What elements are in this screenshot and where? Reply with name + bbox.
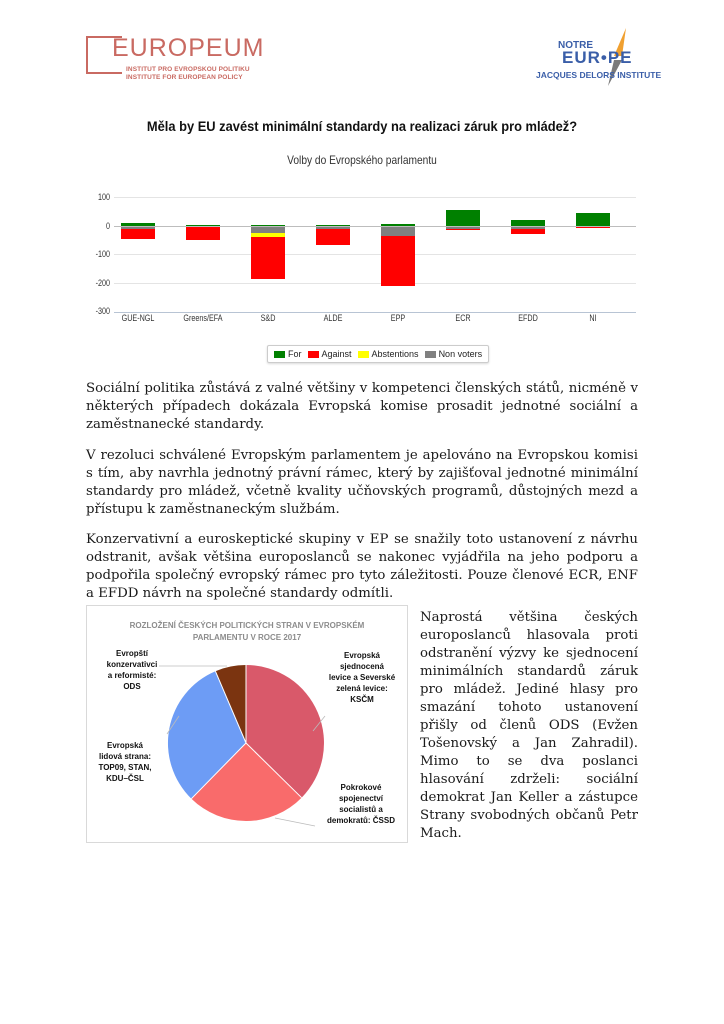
europeum-logo-line1: INSTITUT PRO EVROPSKOU POLITIKU xyxy=(126,66,250,73)
pie-label-kscm: Evropská sjednocená levice a Severské zelená levice: KSČM xyxy=(328,651,396,704)
paragraph-2 xyxy=(86,447,638,519)
legend-label: Non voters xyxy=(438,349,483,359)
pie-title-line2: PARLAMENTU V ROCE 2017 xyxy=(192,633,302,642)
segment-against xyxy=(576,227,610,228)
paragraph-text: Konzervativní a euroskeptické skupiny v EP se snažily toto ustanovení z návrhu odstranit, avšak většina europoslanců se nakonec vyjádřila na jeho podporu a podpořila společný evropský rámec pro tyto záležitosti. Pouze členové ECR, ENF a EFDD návrh na společné standardy odmítli. xyxy=(86,532,638,601)
x-label: Greens/EFA xyxy=(183,313,223,323)
pie-label-ods: Evropští konzervativci a reformisté: ODS xyxy=(106,649,158,691)
pie-label-epp: Evropská lidová strana: TOP09, STAN, KDU–ČSL xyxy=(98,741,152,783)
segment-against xyxy=(511,229,545,234)
legend-item-against xyxy=(308,349,352,359)
paragraph-1 xyxy=(86,380,638,434)
legend-item-abstentions xyxy=(358,349,419,359)
legend-swatch xyxy=(425,351,436,358)
chart-subtitle: Volby do Evropského parlamentu xyxy=(287,153,437,167)
x-label: ALDE xyxy=(323,313,343,323)
legend-item-non-voters xyxy=(425,349,483,359)
notre-europe-logo xyxy=(528,26,678,84)
paragraph-text: Sociální politika zůstává z valné většiny v kompetenci členských států, nicméně v některých případech dokázala Evropská komise prosadit jednotné sociální a zaměstnanecké standardy. xyxy=(86,381,638,432)
segment-non-voters xyxy=(251,226,285,233)
segment-against xyxy=(251,237,285,279)
notre-europe-institute: JACQUES DELORS INSTITUTE xyxy=(536,70,662,80)
europeum-logo-line2: INSTITUTE FOR EUROPEAN POLICY xyxy=(126,74,243,81)
page-title: Měla by EU zavést minimální standardy na realizaci záruk pro mládež? xyxy=(146,118,578,134)
notre-europe-notre: NOTRE xyxy=(558,40,593,51)
zero-line xyxy=(114,226,636,227)
paragraph-3 xyxy=(86,531,638,603)
legend-label: Against xyxy=(321,349,352,359)
segment-for xyxy=(576,213,610,226)
europeum-logo-name: EUROPEUM xyxy=(112,34,265,62)
segment-against xyxy=(446,229,480,230)
segment-against xyxy=(186,227,220,240)
stacked-bar-chart xyxy=(86,185,646,335)
legend-label: Abstentions xyxy=(371,349,419,359)
y-tick: 100 xyxy=(97,192,110,202)
y-tick: 0 xyxy=(105,221,110,231)
legend-swatch xyxy=(308,351,319,358)
x-label: GUE-NGL xyxy=(121,313,155,323)
side-paragraph: Naprostá většina českých europoslanců hlasovala proti odstranění výzvy ke sjednocení minimálních standardů záruk pro mládež. Jediné hlasy pro smazání tohoto ustanovení přišly od členů ODS (Evžen Tošenovský a Jan Zahradil). Mimo to se dva poslanci hlasování zdrželi: sociální demokrat Jan Keller a zástupce Strany svobodných občanů Petr Mach. xyxy=(420,610,638,841)
x-label: NI xyxy=(589,313,597,323)
segment-non-voters xyxy=(381,226,415,236)
x-label: EPP xyxy=(390,313,406,323)
legend-label: For xyxy=(288,349,302,359)
y-tick: -300 xyxy=(95,306,110,316)
legend-swatch xyxy=(358,351,369,358)
pie-label-cssd: Pokrokové spojenectví socialistů a demokratů: ČSSD xyxy=(326,783,395,825)
notre-europe-europe: EUR•PE xyxy=(562,48,633,67)
x-label: ECR xyxy=(455,313,471,323)
legend-swatch xyxy=(274,351,285,358)
europeum-logo xyxy=(86,36,276,80)
y-tick: -200 xyxy=(95,278,110,288)
pie-chart xyxy=(86,605,408,843)
legend-item-for xyxy=(274,349,302,359)
segment-against xyxy=(316,229,350,245)
chart-legend xyxy=(267,345,489,363)
paragraph-text: V rezoluci schválené Evropským parlamentem je apelováno na Evropskou komisi s tím, aby navrhla jednotný právní rámec, který by zajišťoval jednotné minimální standardy pro mládež, včetně kvality učňovských programů, důstojných mezd a přístupu k zaměstnaneckým službám. xyxy=(86,448,638,517)
x-label: EFDD xyxy=(518,313,538,323)
x-label: S&D xyxy=(260,313,276,323)
segment-against xyxy=(121,229,155,239)
segment-against xyxy=(381,236,415,286)
y-tick: -100 xyxy=(95,249,110,259)
segment-for xyxy=(446,210,480,226)
pie-title-line1: ROZLOŽENÍ ČESKÝCH POLITICKÝCH STRAN V EVROPSKÉM xyxy=(129,621,365,630)
